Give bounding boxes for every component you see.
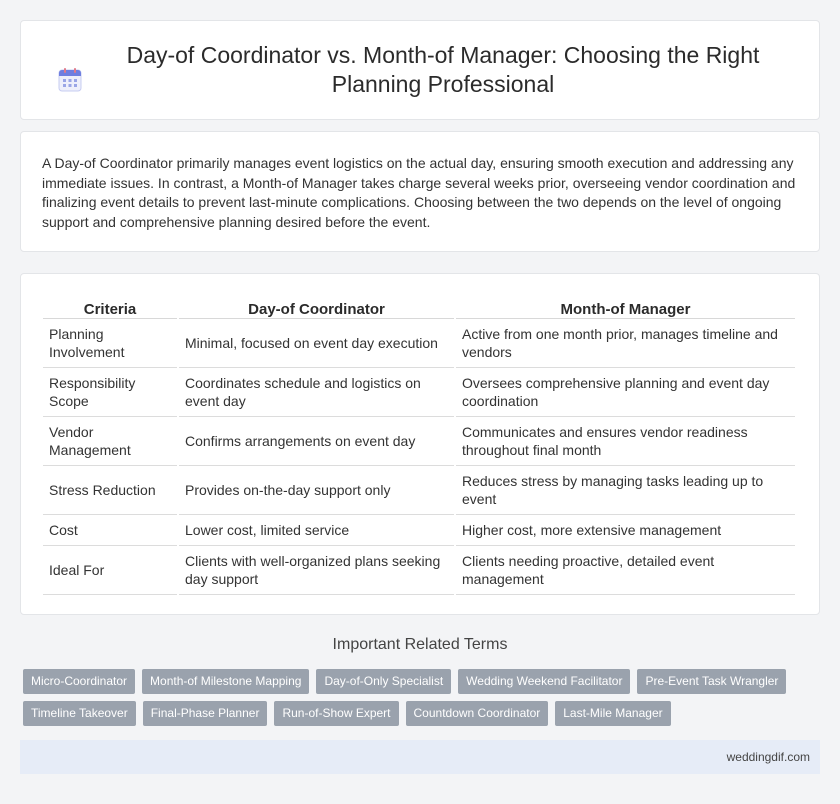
column-header-month-of: Month-of Manager <box>456 296 795 319</box>
criteria-cell: Cost <box>43 515 177 546</box>
criteria-cell: Planning Involvement <box>43 319 177 368</box>
related-term-tag[interactable]: Wedding Weekend Facilitator <box>458 669 630 694</box>
month-of-cell: Higher cost, more extensive management <box>456 515 795 546</box>
day-of-cell: Lower cost, limited service <box>179 515 454 546</box>
table-row <box>43 466 795 515</box>
criteria-cell: Responsibility Scope <box>43 368 177 417</box>
related-terms-tags <box>23 669 823 733</box>
related-term-tag[interactable]: Countdown Coordinator <box>406 701 549 726</box>
day-of-cell: Confirms arrangements on event day <box>179 417 454 466</box>
table-row <box>43 515 795 546</box>
intro-paragraph: A Day-of Coordinator primarily manages event logistics on the actual day, ensuring smooth execution and addressing any immediate issues. In contrast, a Month-of Manager takes charge several weeks prior, overseeing vendor coordination and finalizing event details to prevent last-minute complications. Choosing between the two depends on the level of ongoing support and comprehensive planning desired before the event. <box>42 155 796 230</box>
tag-row <box>23 701 823 726</box>
related-term-tag[interactable]: Micro-Coordinator <box>23 669 135 694</box>
footer <box>20 740 820 774</box>
criteria-cell: Vendor Management <box>43 417 177 466</box>
column-header-day-of: Day-of Coordinator <box>179 296 454 319</box>
related-term-tag[interactable]: Timeline Takeover <box>23 701 136 726</box>
column-header-criteria: Criteria <box>43 296 177 319</box>
month-of-cell: Clients needing proactive, detailed event management <box>456 546 795 595</box>
related-term-tag[interactable]: Run-of-Show Expert <box>274 701 398 726</box>
table-row <box>43 417 795 466</box>
day-of-cell: Minimal, focused on event day execution <box>179 319 454 368</box>
related-term-tag[interactable]: Last-Mile Manager <box>555 701 670 726</box>
intro-card <box>20 131 820 252</box>
related-term-tag[interactable]: Final-Phase Planner <box>143 701 268 726</box>
comparison-card <box>20 273 820 615</box>
table-header-row <box>43 296 795 319</box>
related-term-tag[interactable]: Month-of Milestone Mapping <box>142 669 309 694</box>
calendar-icon <box>57 67 83 93</box>
comparison-table <box>41 296 797 595</box>
tag-row <box>23 669 823 694</box>
day-of-cell: Provides on-the-day support only <box>179 466 454 515</box>
day-of-cell: Coordinates schedule and logistics on event day <box>179 368 454 417</box>
criteria-cell: Ideal For <box>43 546 177 595</box>
page-title: Day-of Coordinator vs. Month-of Manager: Choosing the Right Planning Professional <box>126 42 760 97</box>
related-terms-title: Important Related Terms <box>332 636 508 653</box>
table-row <box>43 546 795 595</box>
table-row <box>43 368 795 417</box>
criteria-cell: Stress Reduction <box>43 466 177 515</box>
related-term-tag[interactable]: Pre-Event Task Wrangler <box>637 669 786 694</box>
day-of-cell: Clients with well-organized plans seeking day support <box>179 546 454 595</box>
month-of-cell: Oversees comprehensive planning and event day coordination <box>456 368 795 417</box>
month-of-cell: Communicates and ensures vendor readiness throughout final month <box>456 417 795 466</box>
footer-site-link[interactable]: weddingdif.com <box>726 750 810 764</box>
title-card <box>20 20 820 120</box>
month-of-cell: Active from one month prior, manages timeline and vendors <box>456 319 795 368</box>
table-row <box>43 319 795 368</box>
month-of-cell: Reduces stress by managing tasks leading up to event <box>456 466 795 515</box>
related-term-tag[interactable]: Day-of-Only Specialist <box>316 669 451 694</box>
